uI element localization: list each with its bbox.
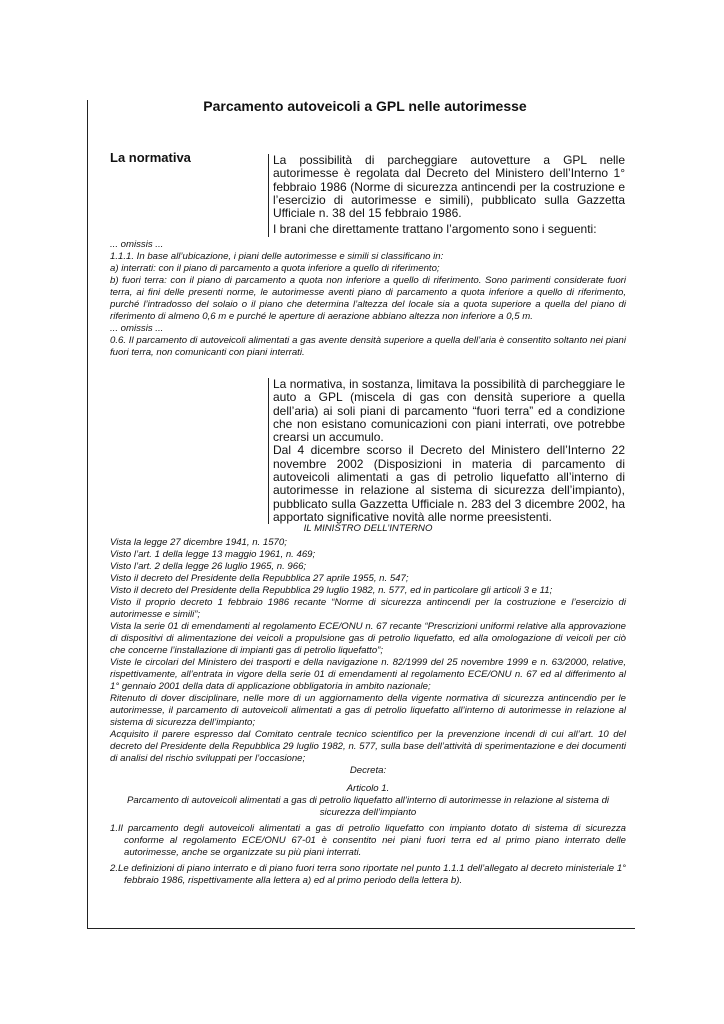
page-title: Parcamento autoveicoli a GPL nelle autorimesse [203, 98, 527, 114]
excerpt-line: 0.6. Il parcamento di autoveicoli alimentati a gas avente densità superiore a quella dell’aria è consentito soltanto nei piani fuori terra, non comunicanti con piani interrati. [110, 335, 626, 358]
section-heading: La normativa [110, 150, 191, 165]
left-margin-rule [87, 100, 88, 928]
recital: Vista la legge 27 dicembre 1941, n. 1570; [110, 537, 287, 548]
recital: Visto il decreto del Presidente della Repubblica 29 luglio 1982, n. 577, ed in particolare gli articoli 3 e 11; [110, 585, 553, 596]
excerpt-line: a) interrati: con il piano di parcamento a quota inferiore a quello di riferimento; [110, 263, 440, 274]
article-point: 1.Il parcamento degli autoveicoli alimentati a gas di petrolio liquefatto con impianto dotato di sistema di sicurezza conforme al regolamento ECE/ONU 67-01 è consentito nei piani fuori terra ed al primo piano interrato delle autorimesse, anche se organizzate su più piani interrati. [110, 823, 626, 858]
excerpt-line: ... omissis ... [110, 239, 164, 250]
excerpt-block [110, 239, 626, 359]
recital: Visto il decreto del Presidente della Repubblica 27 aprile 1955, n. 547; [110, 573, 409, 584]
excerpt-line: ... omissis ... [110, 323, 164, 334]
decreta-label: Decreta: [349, 765, 387, 776]
recital: Visto l’art. 2 della legge 26 luglio 1965, n. 966; [110, 561, 307, 572]
intro-paragraph: La possibilità di parcheggiare autovetture a GPL nelle autorimesse è regolata dal Decreto del Ministero dell’Interno 1° febbraio 1986 (Norme di sicurezza antincendi per la costruzione e l’esercizio di autorimesse e simili), pubblicato sulla Gazzetta Ufficiale n. 38 del 15 febbraio 1986. [273, 153, 625, 221]
article-label: Articolo 1. [346, 783, 390, 794]
excerpt-line: b) fuori terra: con il piano di parcamento a quota non inferiore a quello di riferimento. Sono parimenti considerate fuori terra, ai fini delle presenti norme, le autorimesse aventi piano di parcamento a quota inferiore a quello di riferimento, purché l’intradosso del solaio o il piano che determina l’altezza del locale sia a quota superiore a quella del piano di riferimento di almeno 0,6 m e purché le aperture di aerazione abbiano altezza non inferiore a 0,5 m. [110, 275, 626, 322]
recital: Ritenuto di dover disciplinare, nelle more di un aggiornamento della vigente normativa di sicurezza antincendio per le autorimesse, il parcamento di autoveicoli alimentati a gas di petrolio liquefatto all’interno di autorimesse in relazione al sistema di sicurezza dell’impianto; [110, 693, 626, 728]
article-title: Parcamento di autoveicoli alimentati a gas di petrolio liquefatto all’interno di autorimesse in relazione al sistema di sicurezza dell’impianto [126, 795, 610, 818]
summary-paragraph: La normativa, in sostanza, limitava la possibilità di parcheggiare le auto a GPL (miscela di gas con densità superiore a quella dell’aria) ai soli piani di parcamento “fuori terra” ed a condizione che non esistano comunicazioni con piani interrati, ove potrebbe crearsi un accumulo. [273, 377, 625, 445]
recital: Vista la serie 01 di emendamenti al regolamento ECE/ONU n. 67 recante “Prescrizioni uniformi relative alla approvazione di dispositivi di alimentazione dei veicoli a propulsione gas di petrolio liquefatto, ed alla omologazione di veicoli per ciò che concerne l’installazione di impianti gas di petrolio liquefatto”; [110, 621, 626, 656]
summary-paragraph: Dal 4 dicembre scorso il Decreto del Ministero dell’Interno 22 novembre 2002 (Disposizioni in materia di parcamento di autoveicoli alimentati a gas di petrolio liquefatto all’interno di autorimesse in relazione al sistema di sicurezza dell’impianto), pubblicato sulla Gazzetta Ufficiale n. 283 del 3 dicembre 2002, ha apportato significative novità alle norme preesistenti. [273, 443, 625, 524]
recital: Visto il proprio decreto 1 febbraio 1986 recante “Norme di sicurezza antincendi per la costruzione e l’esercizio di autorimesse e simili”; [110, 597, 626, 620]
intro-box [268, 154, 625, 237]
excerpt-line: 1.1.1. In base all’ubicazione, i piani delle autorimesse e simili si classificano in: [110, 251, 444, 262]
decree-block [110, 523, 626, 887]
recital: Visto l’art. 1 della legge 13 maggio 1961, n. 469; [110, 549, 316, 560]
summary-box [268, 378, 625, 524]
intro-paragraph: I brani che direttamente trattano l’argomento sono i seguenti: [273, 222, 597, 237]
recital: Acquisito il parere espresso dal Comitato centrale tecnico scientifico per la prevenzione incendi di cui all’art. 10 del decreto del Presidente della Repubblica 29 luglio 1982, n. 577, sulla base dell’attività di sperimentazione e dei documenti di analisi del rischio sviluppati per l’occasione; [110, 729, 626, 764]
recital: Viste le circolari del Ministero dei trasporti e della navigazione n. 82/1999 del 25 novembre 1999 e n. 63/2000, relative, rispettivamente, all’entrata in vigore della serie 01 di emendamenti al regolamento ECE/ONU n. 67 ed al differimento al 1° gennaio 2001 della data di applicazione obbligatoria in ambito nazionale; [110, 657, 626, 692]
article-point: 2.Le definizioni di piano interrato e di piano fuori terra sono riportate nel punto 1.1.1 dell’allegato al decreto ministeriale 1° febbraio 1986, rispettivamente alla lettera a) ed al primo periodo della lettera b). [110, 863, 626, 886]
decree-heading: IL MINISTRO DELL’INTERNO [303, 523, 433, 534]
bottom-rule [87, 928, 635, 929]
